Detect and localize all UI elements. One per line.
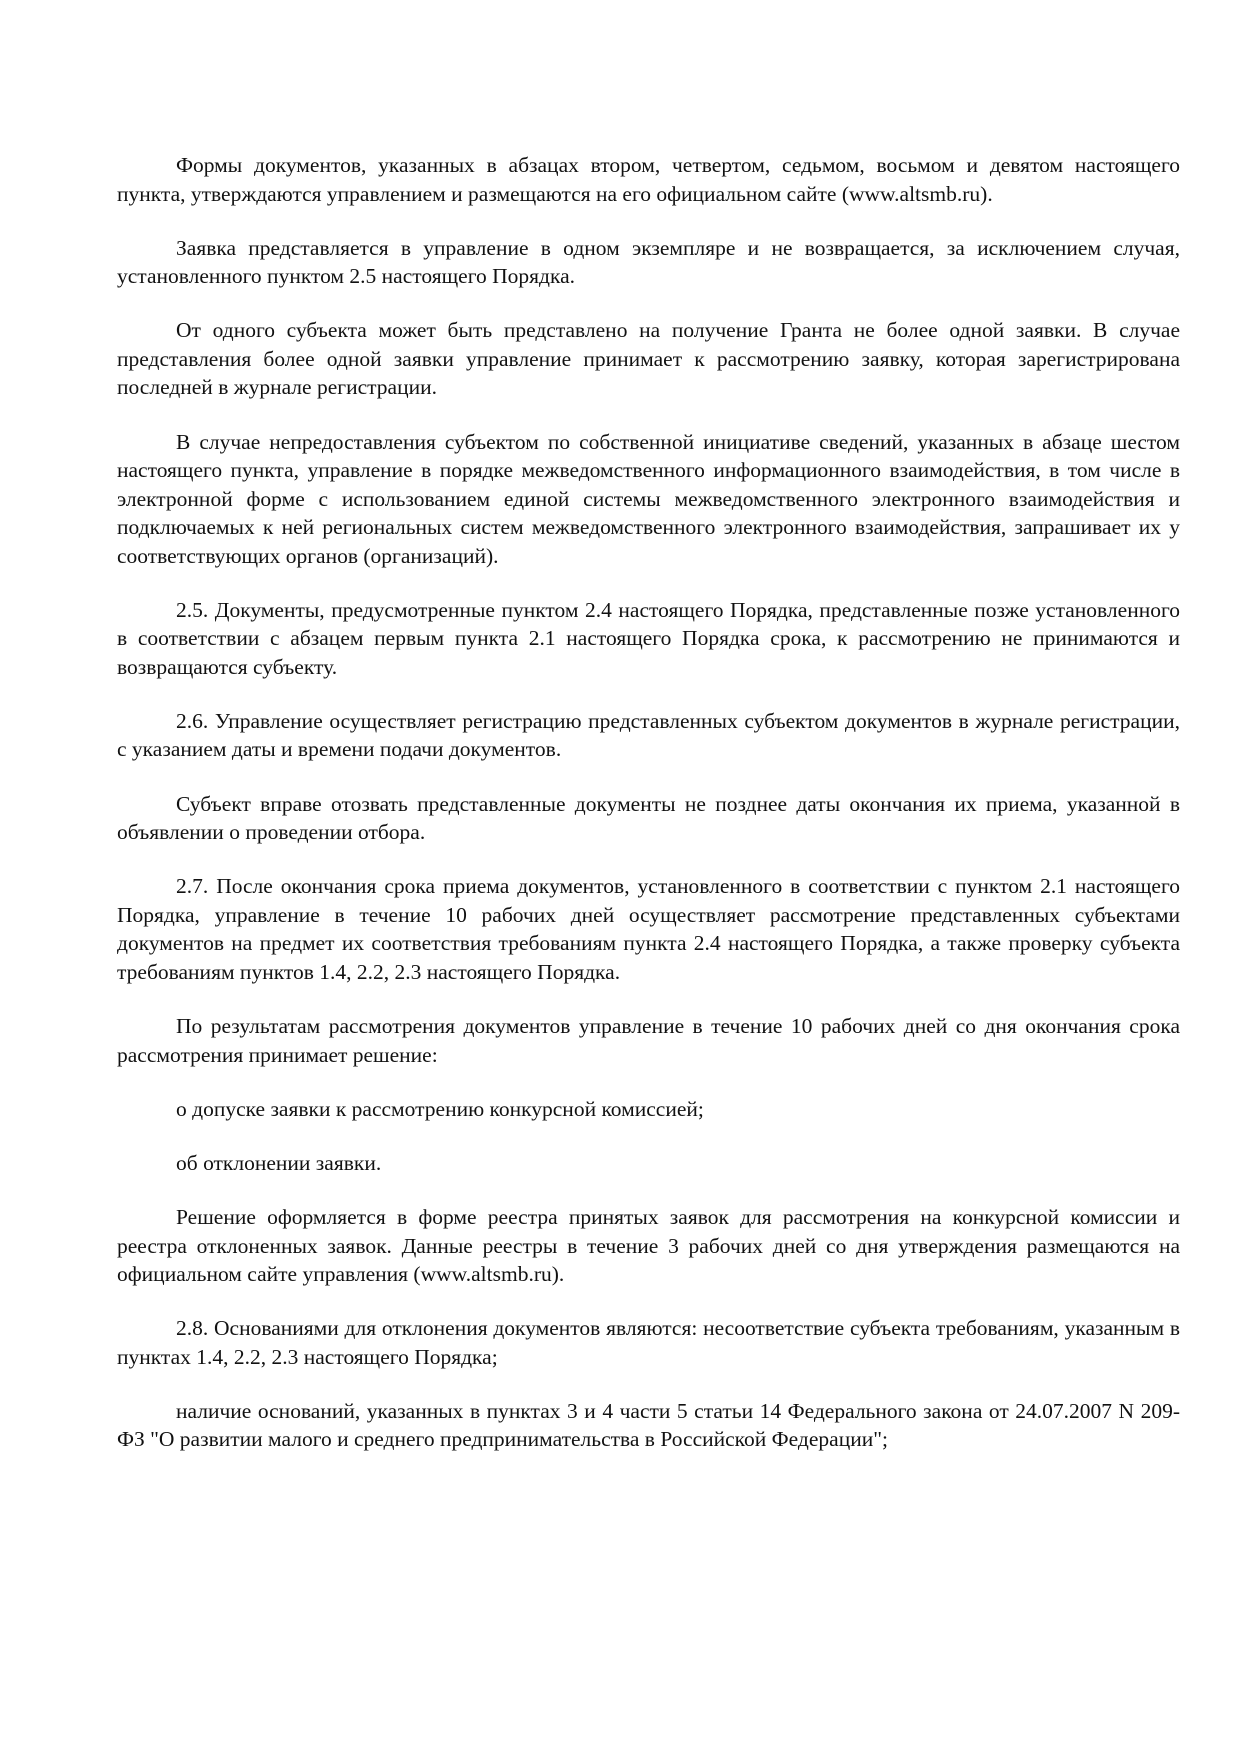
paragraph-2-5: 2.5. Документы, предусмотренные пунктом 2.4 настоящего Порядка, представленные позже установленного в соответствии с абзацем первым пункта 2.1 настоящего Порядка срока, к рассмотрению не принимаются и возвращаются субъекту. [117,597,1180,679]
paragraph: Решение оформляется в форме реестра принятых заявок для рассмотрения на конкурсной комиссии и реестра отклоненных заявок. Данные реестры в течение 3 рабочих дней со дня утверждения размещаются на официальном сайте управления (www.altsmb.ru). [117,1205,1180,1287]
paragraph: От одного субъекта может быть представлено на получение Гранта не более одной заявки. В случае представления более одной заявки управление принимает к рассмотрению заявку, которая зарегистрирована последней в журнале регистрации. [117,318,1180,400]
paragraph: наличие оснований, указанных в пунктах 3 и 4 части 5 статьи 14 Федерального закона от 24.07.2007 N 209-ФЗ "О развитии малого и среднего предпринимательства в Российской Федерации"; [117,1398,1180,1452]
paragraph: В случае непредоставления субъектом по собственной инициативе сведений, указанных в абзаце шестом настоящего пункта, управление в порядке межведомственного информационного взаимодействия, в том числе в электронной форме с использованием единой системы межведомственного электронного взаимодействия и подключаемых к ней региональных систем межведомственного электронного взаимодействия, запрашивает их у соответствующих органов (организаций). [117,429,1180,568]
paragraph: о допуске заявки к рассмотрению конкурсной комиссией; [176,1096,704,1121]
paragraph: По результатам рассмотрения документов управление в течение 10 рабочих дней со дня окончания срока рассмотрения принимает решение: [117,1014,1180,1067]
paragraph: об отклонении заявки. [176,1150,382,1175]
document-page [117,151,1180,1480]
paragraph: Формы документов, указанных в абзацах втором, четвертом, седьмом, восьмом и девятом настоящего пункта, утверждаются управлением и размещаются на его официальном сайте (www.altsmb.ru). [117,153,1180,206]
paragraph: Заявка представляется в управление в одном экземпляре и не возвращается, за исключением случая, установленного пунктом 2.5 настоящего Порядка. [117,235,1180,289]
paragraph-2-8: 2.8. Основаниями для отклонения документов являются: несоответствие субъекта требованиям, указанным в пунктах 1.4, 2.2, 2.3 настоящего Порядка; [117,1316,1180,1369]
paragraph-2-7: 2.7. После окончания срока приема документов, установленного в соответствии с пунктом 2.1 настоящего Порядка, управление в течение 10 рабочих дней осуществляет рассмотрение представленных субъектами документов на предмет их соответствия требованиям пункта 2.4 настоящего Порядка, а также проверку субъекта требованиям пунктов 1.4, 2.2, 2.3 настоящего Порядка. [117,874,1180,984]
paragraph: Субъект вправе отозвать представленные документы не позднее даты окончания их приема, указанной в объявлении о проведении отбора. [117,791,1180,845]
paragraph-2-6: 2.6. Управление осуществляет регистрацию представленных субъектом документов в журнале регистрации, с указанием даты и времени подачи документов. [117,708,1180,762]
